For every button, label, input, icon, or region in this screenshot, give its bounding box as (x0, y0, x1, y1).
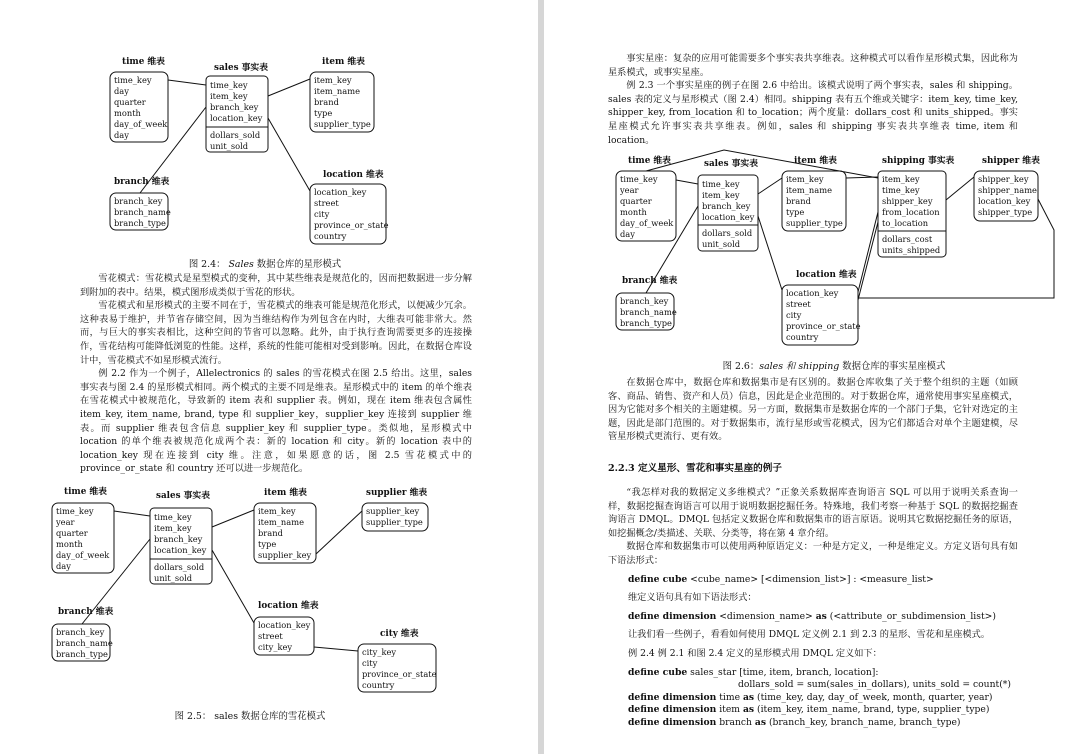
fig25-caption: 图 2.5： sales 数据仓库的雪花模式 (174, 711, 326, 722)
fig24-branch-attr: branch_key (114, 196, 163, 206)
fig24-location-attr: street (314, 198, 339, 208)
syntax-cube-keyword: define cube (628, 574, 688, 585)
paragraph: 例 2.2 作为一个例子，Allelectronics 的 sales 的雪花模式在图 2.5 给出。这里，sales 事实表与图 2.4 的星形模式相同。两个模式的主要不同是维表。星形模式中的 item 的单个维表在雪花模式中被规范化，导致新的 item 表和 supplier 表。例如，现在 item 维表包含属性 item_key, item_name, brand, type 和 supplier_key，supplier_key 连接到 supplier 维表。而 supplier 维表包含信息 supplier_key 和 supplier_type。类似地，星形模式中 location 的单个维表被规范化成两个表：新的 location 和 city。新的 location 表中的 location_key 现在连接到 city 维。注意，如果愿意的话，图 2.5 雪花模式中的 province_or_state 和 country 还可以进一步规范化。 (80, 368, 472, 475)
code-keyword: define dimension (628, 691, 717, 703)
fig25-item-title: item 维表 (264, 488, 307, 498)
fig26-shipping-table (878, 154, 955, 257)
fig26-time-attr: year (620, 185, 639, 195)
fig25-sales-key: item_key (154, 523, 192, 533)
fig24-time-attr: time_key (114, 75, 152, 85)
fig24-sales-key: time_key (210, 80, 248, 90)
fig26-location-table (782, 268, 861, 345)
fig25-time-attr: time_key (56, 506, 94, 516)
fig26-shipping-measure: dollars_cost (882, 234, 933, 244)
fig26-item-attr: supplier_type (786, 218, 843, 228)
fig25-sales-key: location_key (154, 545, 207, 555)
figure-2-6-diagram (544, 0, 1080, 360)
code-line (628, 667, 1011, 679)
fig25-city-table (358, 627, 437, 692)
fig26-time-attr: time_key (620, 174, 658, 184)
fig26-branch-attr: branch_key (620, 296, 669, 306)
fig26-item-attr: type (786, 207, 805, 217)
fig24-branch-attr: branch_name (114, 207, 171, 217)
fig24-time-attr: day_of_week (114, 119, 168, 129)
fig25-item-table (254, 486, 316, 563)
fig26-sales-measure: unit_sold (702, 239, 741, 249)
fig24-time-attr: month (114, 108, 141, 118)
fig25-city-attr: province_or_state (362, 669, 437, 679)
code-keyword: as (742, 704, 755, 716)
fig26-item-title: item 维表 (794, 156, 837, 166)
fig24-item-attr: brand (314, 97, 339, 107)
fig26-caption-italic: sales 和 shipping (759, 361, 840, 372)
fig25-time-table (52, 485, 114, 573)
fig26-shipper-attr: shipper_type (978, 207, 1033, 217)
syntax-cube (628, 574, 934, 586)
paragraph: 例 2.3 一个事实星座的例子在图 2.6 中给出。该模式说明了两个事实表，sales 和 shipping。sales 表的定义与星形模式（图 2.4）相同。shipping 表有五个维或关键字：item_key, time_key, shipper_key, from_location 和 to_location；两个度量：dollars_cost 和 units_shipped。事实星座模式允许事实表共享维表。例如，sales 和 shipping 事实表共享维表 time, item 和 location。 (608, 80, 1018, 146)
syntax-dim-name: <dimension_name> (716, 611, 816, 622)
right-page (544, 0, 1080, 754)
fig24-location-title: location 维表 (323, 170, 384, 180)
fig25-sales-measure: dollars_sold (154, 562, 205, 572)
fig26-sales-measure: dollars_sold (702, 228, 753, 238)
fig25-item-attr: supplier_key (258, 550, 312, 560)
fig26-location-title: location 维表 (796, 270, 857, 280)
fig25-sales-key: time_key (154, 512, 192, 522)
fig24-time-attr: day (114, 130, 129, 140)
code-line (628, 717, 1011, 729)
fig25-city-attr: city (362, 658, 378, 668)
fig26-shipper-attr: shipper_key (978, 174, 1029, 184)
fig25-item-attr: type (258, 539, 277, 549)
fig25-branch-attr: branch_key (56, 627, 105, 637)
dmql-code-block (628, 667, 1011, 729)
fig26-shipper-attr: shipper_name (978, 185, 1037, 195)
paragraph: 雪花模式和星形模式的主要不同在于，雪花模式的维表可能是规范化形式，以便减少冗余。这种表易于维护，并节省存储空间，因为当维结构作为列包含在内时，大维表可能非常大。然而，与巨大的事实表相比，这种空间的节省可以忽略。此外，由于执行查询需要更多的连接操作，雪花结构可能降低浏览的性能。这样，系统的性能可能相对受到影响。因此，在数据仓库设计中，雪花模式不如星形模式流行。 (80, 300, 472, 366)
code-keyword: as (742, 691, 755, 703)
code-keyword: define dimension (628, 704, 717, 716)
fig26-caption-rest: 数据仓库的事实星座模式 (839, 361, 946, 372)
fig26-item-attr: item_name (786, 185, 832, 195)
code-text: branch (716, 716, 755, 728)
syntax-dim-keyword: define dimension (628, 611, 717, 622)
fig26-location-attr: province_or_state (786, 321, 861, 331)
fig26-shipping-title: shipping 事实表 (882, 156, 955, 166)
fig26-location-attr: location_key (786, 288, 839, 298)
fig25-city-attr: country (362, 680, 395, 690)
fig26-shipping-key: item_key (882, 174, 920, 184)
fig26-location-attr: country (786, 332, 819, 342)
fig26-shipping-key: from_location (882, 207, 940, 217)
fig26-sales-key: item_key (702, 190, 740, 200)
fig24-time-attr: quarter (114, 97, 146, 107)
fig25-location-attr: city_key (258, 642, 293, 652)
fig25-branch-table (52, 605, 113, 661)
fig26-shipping-key: to_location (882, 218, 929, 228)
figure-2-5-diagram (0, 0, 538, 754)
fig25-location-attr: street (258, 631, 283, 641)
fig25-supplier-attr: supplier_key (366, 506, 420, 516)
fig25-branch-title: branch 维表 (58, 607, 114, 617)
fig26-sales-key: branch_key (702, 201, 751, 211)
fig26-sales-key: location_key (702, 212, 755, 222)
fig26-item-attr: item_key (786, 174, 824, 184)
fig26-branch-attr: branch_name (620, 307, 677, 317)
fig26-sales-key: time_key (702, 179, 740, 189)
code-keyword: as (754, 716, 767, 728)
fig24-location-attr: province_or_state (314, 220, 389, 230)
fig25-supplier-title: supplier 维表 (366, 488, 428, 498)
fig26-location-attr: city (786, 310, 802, 320)
fig24-item-title: item 维表 (322, 57, 365, 67)
fig26-location-attr: street (786, 299, 811, 309)
fig25-city-title: city 维表 (380, 629, 419, 639)
fig24-branch-title: branch 维表 (114, 177, 170, 187)
fig25-supplier-table (362, 486, 428, 531)
fig26-branch-attr: branch_type (620, 318, 672, 328)
fig25-sales-title: sales 事实表 (156, 491, 210, 501)
fig26-branch-title: branch 维表 (622, 276, 678, 286)
syntax-cube-rest: <cube_name> [<dimension_list>] : <measure_list> (687, 574, 934, 585)
code-text: (item_key, item_name, brand, type, supplier_type) (754, 704, 990, 716)
fig25-time-attr: quarter (56, 528, 88, 538)
fig25-item-attr: item_name (258, 517, 304, 527)
fig24-sales-measure: unit_sold (210, 141, 249, 151)
section-heading: 2.2.3 定义星形、雪花和事实星座的例子 (608, 463, 782, 474)
fig24-location-attr: location_key (314, 187, 367, 197)
fig26-shipping-key: shipper_key (882, 196, 933, 206)
code-line: dollars_sold = sum(sales_in_dollars), units_sold = count(*) (738, 679, 1011, 691)
fig26-shipping-measure: units_shipped (882, 245, 941, 255)
fig25-location-attr: location_key (258, 620, 311, 630)
fig25-item-attr: item_key (258, 506, 296, 516)
fig24-caption-italic: Sales (228, 259, 254, 270)
fig24-time-attr: day (114, 86, 129, 96)
fig26-time-attr: quarter (620, 196, 652, 206)
paragraph: 在数据仓库中，数据仓库和数据集市是有区别的。数据仓库收集了关于整个组织的主题（如顾客、商品、销售、资产和人员）信息，因此是企业范围的。对于数据仓库，通常使用事实星座模式，因为它能对多个相关的主题建模。另一方面，数据集市是数据仓库的一个部门子集，它针对选定的主题，因此是部门范围的。对于数据集市，流行星形或雪花模式，因为它们都适合对单个主题建模，尽管星形模式更流行、更有效。 (608, 377, 1018, 443)
fig25-sales-measure: unit_sold (154, 573, 193, 583)
code-keyword: define dimension (628, 716, 717, 728)
fig25-time-attr: day_of_week (56, 550, 110, 560)
code-text: time (716, 691, 743, 703)
fig25-sales-table (150, 489, 212, 584)
fig24-sales-key: location_key (210, 113, 263, 123)
fig24-branch-attr: branch_type (114, 218, 166, 228)
paragraph: 雪花模式：雪花模式是星型模式的变种，其中某些维表是规范化的，因而把数据进一步分解到附加的表中。结果，模式图形成类似于雪花的形状。 (80, 273, 472, 298)
paragraph: “我怎样对我的数据定义多维模式？”正象关系数据库查询语言 SQL 可以用于说明关系查询一样，数据挖掘查询语言可以用于说明数据挖掘任务。特殊地，我们考察一种基于 SQL 的数据挖掘查询语言 DMQL。DMQL 包括定义数据仓库和数据集市的语言原语。说明其它数据挖掘任务的原语，如挖掘概念/类描述、关联、分类等，将在第 4 章介绍。 (608, 487, 1018, 539)
code-line (628, 704, 1011, 716)
fig26-shipper-title: shipper 维表 (982, 156, 1040, 166)
fig26-sales-title: sales 事实表 (704, 159, 758, 169)
fig26-branch-table (616, 274, 677, 330)
fig25-connectors (82, 510, 362, 651)
fig25-item-attr: brand (258, 528, 283, 538)
example-2-4-intro: 例 2.4 例 2.1 和图 2.4 定义的星形模式用 DMQL 定义如下： (628, 648, 882, 659)
fig25-time-title: time 维表 (64, 487, 107, 497)
paragraph: 数据仓库和数据集市可以使用两种原语定义：一种是方定义，一种是维定义。方定义语句具有如下语法形式： (608, 541, 1018, 566)
code-text: item (716, 704, 743, 716)
fig26-caption (704, 358, 964, 372)
code-line (628, 692, 1011, 704)
fig24-sales-measure: dollars_sold (210, 130, 261, 140)
code-text: sales_star [time, item, branch, location]: (687, 667, 879, 678)
fig24-time-title: time 维表 (122, 57, 165, 67)
fig25-location-table (254, 599, 319, 655)
fig25-city-attr: city_key (362, 647, 397, 657)
syntax-dimension (628, 611, 996, 623)
right-text-block-3 (608, 486, 1018, 568)
fig24-caption-rest: 数据仓库的星形模式 (253, 259, 342, 270)
right-text-block-2 (608, 376, 1018, 444)
paragraph: 事实星座：复杂的应用可能需要多个事实表共享维表。这种模式可以看作星形模式集，因此称为星系模式，或事实星座。 (608, 53, 1018, 78)
fig25-sales-key: branch_key (154, 534, 203, 544)
fig24-location-attr: city (314, 209, 330, 219)
fig26-time-attr: month (620, 207, 647, 217)
fig24-item-attr: item_key (314, 75, 352, 85)
fig26-time-attr: day_of_week (620, 218, 674, 228)
fig24-sales-key: item_key (210, 91, 248, 101)
fig24-item-attr: type (314, 108, 333, 118)
fig24-caption-prefix: 图 2.4： (188, 259, 226, 270)
fig24-sales-key: branch_key (210, 102, 259, 112)
syntax-dim-as: as (815, 611, 827, 622)
code-text: (time_key, day, day_of_week, month, quarter, year) (754, 691, 993, 703)
code-text: (branch_key, branch_name, branch_type) (766, 716, 961, 728)
fig26-time-table (616, 154, 676, 241)
fig25-supplier-attr: supplier_type (366, 517, 423, 527)
fig26-shipper-table (974, 154, 1040, 221)
fig26-time-title: time 维表 (628, 156, 671, 166)
fig24-item-attr: item_name (314, 86, 360, 96)
fig25-time-attr: day (56, 561, 71, 571)
fig24-item-attr: supplier_type (314, 119, 371, 129)
left-page (0, 0, 538, 754)
code-keyword: define cube (628, 667, 688, 678)
fig24-sales-title: sales 事实表 (214, 63, 268, 73)
fig25-branch-attr: branch_name (56, 638, 113, 648)
fig25-location-title: location 维表 (258, 601, 319, 611)
fig24-location-attr: country (314, 231, 347, 241)
fig26-item-attr: brand (786, 196, 811, 206)
fig25-branch-attr: branch_type (56, 649, 108, 659)
fig25-time-attr: year (56, 517, 75, 527)
fig26-item-table (782, 154, 846, 231)
fig26-caption-prefix: 图 2.6： (722, 361, 760, 372)
fig26-shipper-attr: location_key (978, 196, 1031, 206)
fig26-sales-table (698, 157, 758, 251)
examples-intro: 让我们看一些例子，看看如何使用 DMQL 定义例 2.1 到 2.3 的星形、雪花和星座模式。 (628, 629, 990, 640)
syntax-dim-intro: 维定义语句具有如下语法形式： (628, 592, 757, 603)
fig26-shipping-key: time_key (882, 185, 920, 195)
fig26-time-attr: day (620, 229, 635, 239)
fig25-time-attr: month (56, 539, 83, 549)
syntax-dim-rest: (<attribute_or_subdimension_list>) (826, 611, 996, 622)
